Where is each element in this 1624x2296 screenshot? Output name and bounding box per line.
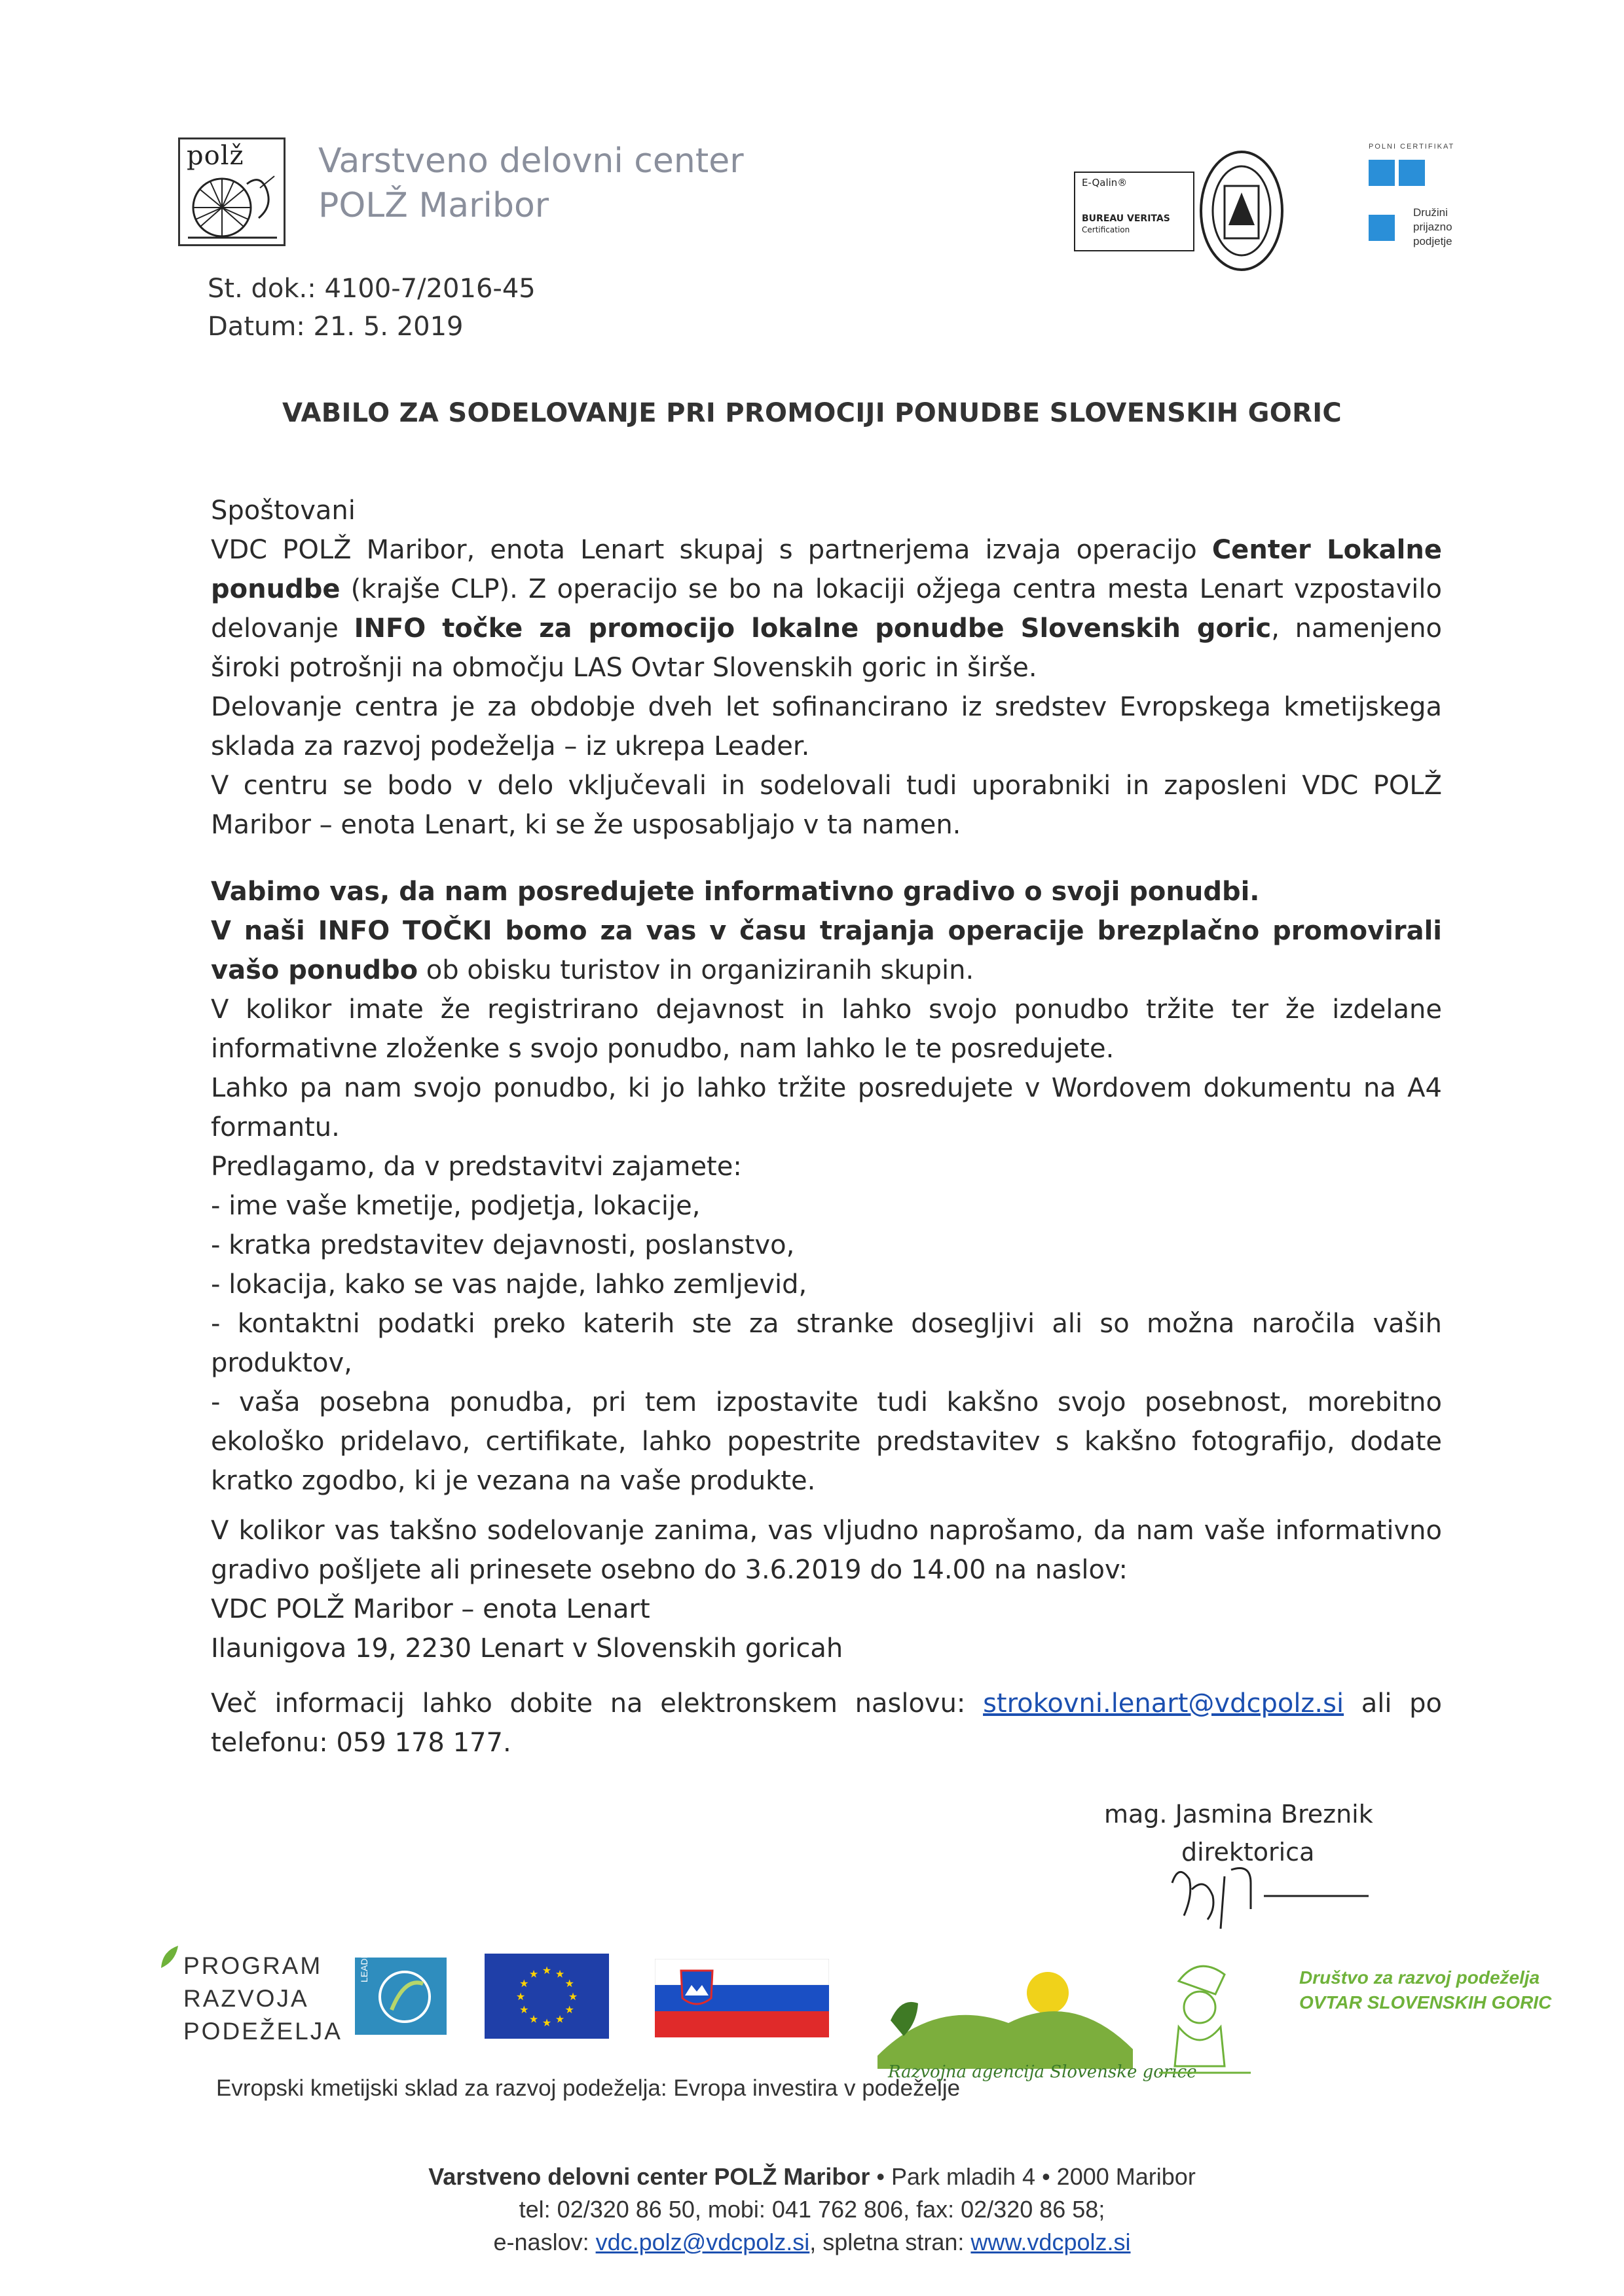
ovtar-logo-text bbox=[1299, 1965, 1551, 2015]
eu-star-icon: ★ bbox=[519, 1978, 529, 1990]
eu-star-icon: ★ bbox=[528, 2014, 539, 2026]
page-title: VABILO ZA SODELOVANJE PRI PROMOCIJI PONUDBE SLOVENSKIH GORIC bbox=[282, 398, 1342, 428]
document-date: Datum: 21. 5. 2019 bbox=[208, 312, 464, 342]
footer-address: • Park mladih 4 • 2000 Maribor bbox=[870, 2163, 1196, 2190]
text-bold: V naši INFO TOČKI bomo za vas v času trajanja operacije brezplačno promovirali vašo ponudbo bbox=[211, 916, 1442, 985]
greeting: Spoštovani bbox=[211, 496, 356, 526]
signatory-name: mag. Jasmina Breznik bbox=[1104, 1800, 1373, 1829]
list-item: - kontaktni podatki preko katerih ste za stranke dosegljivi ali so možna naročila vaših produktov, bbox=[211, 1309, 1442, 1378]
eu-star-icon: ★ bbox=[519, 2005, 529, 2016]
ovtar-line: Društvo za razvoj podeželja bbox=[1299, 1967, 1540, 1988]
cert-figure-icon bbox=[1399, 160, 1425, 186]
org-name-line1: Varstveno delovni center bbox=[318, 141, 744, 181]
page-footer bbox=[0, 2160, 1624, 2259]
eafrd-caption: Evropski kmetijski sklad za razvoj podeželja: Evropa investira v podeželje bbox=[216, 2075, 961, 2101]
text-span: e-naslov: bbox=[493, 2229, 596, 2255]
cert-text-line: podjetje bbox=[1413, 235, 1452, 247]
cert-figure-icon bbox=[1369, 215, 1395, 241]
leader-logo bbox=[355, 1945, 447, 2035]
footer-line2: tel: 02/320 86 50, mobi: 041 762 806, fax: 02/320 86 58; bbox=[519, 2196, 1105, 2223]
paragraph-promotion bbox=[211, 911, 1442, 990]
text-span: (krajše CLP). Z operacijo se bo na lokaciji ožjega centra mesta Lenart vzpostavilo delovanje bbox=[211, 574, 1442, 644]
program-line: RAZVOJA bbox=[183, 1985, 309, 2012]
eqalin-label: E-Qalin® bbox=[1082, 177, 1128, 189]
cert-text bbox=[1413, 206, 1452, 249]
paragraph-registered: V kolikor imate že registrirano dejavnost in lahko svojo ponudbo tržite ter že izdelane informativne zloženke s svojo ponudbo, nam lahko le te posredujete. bbox=[211, 994, 1442, 1064]
footer-email-link[interactable]: vdc.polz@vdcpolz.si bbox=[595, 2229, 810, 2255]
letter-invitation bbox=[211, 872, 1442, 1501]
footer-org: Varstveno delovni center POLŽ Maribor bbox=[428, 2163, 870, 2190]
eu-star-icon: ★ bbox=[568, 1992, 578, 2003]
document-meta bbox=[208, 270, 536, 346]
ovtar-gnome-icon bbox=[1153, 1955, 1251, 2079]
eu-star-icon: ★ bbox=[542, 2018, 552, 2029]
program-razvoja-logo bbox=[183, 1950, 342, 2048]
footer-website-link[interactable]: www.vdcpolz.si bbox=[970, 2229, 1131, 2255]
contact-email-link[interactable]: strokovni.lenart@vdcpolz.si bbox=[983, 1688, 1344, 1719]
paragraph-intro bbox=[211, 530, 1442, 687]
paragraph-deadline: V kolikor vas takšno sodelovanje zanima, vas vljudno naprošamo, da nam vaše informativno gradivo pošljete ali prinesete osebno do 3.6.2019 do 14.00 na naslov: bbox=[211, 1516, 1442, 1585]
bureau-veritas-label: BUREAU VERITAS bbox=[1082, 213, 1170, 224]
snail-icon bbox=[181, 170, 280, 242]
paragraph-users: V centru se bodo v delo vključevali in sodelovali tudi uporabniki in zaposleni VDC POLŽ Maribor – enota Lenart, ki se že usposabljajo v ta namen. bbox=[211, 771, 1442, 840]
paragraph-word-doc: Lahko pa nam svojo ponudbo, ki jo lahko tržite posredujete v Wordovem dokumentu na A4 formantu. bbox=[211, 1073, 1442, 1142]
text-bold: INFO točke za promocijo lokalne ponudbe Slovenskih goric bbox=[354, 613, 1272, 644]
letter-closing bbox=[211, 1511, 1442, 1668]
footer-line3 bbox=[0, 2226, 1624, 2259]
program-line: PODEŽELJA bbox=[183, 2018, 342, 2045]
footer-line1 bbox=[0, 2160, 1624, 2193]
cert-text-line: Družini bbox=[1413, 206, 1448, 219]
razvojna-agencija-logo bbox=[877, 1958, 1133, 2069]
text-span: VDC POLŽ Maribor, enota Lenart skupaj s partnerjema izvaja operacijo bbox=[211, 535, 1212, 565]
list-item: - kratka predstavitev dejavnosti, poslanstvo, bbox=[211, 1230, 795, 1260]
address-line: VDC POLŽ Maribor – enota Lenart bbox=[211, 1594, 650, 1624]
eqalin-certification-box bbox=[1074, 172, 1194, 251]
text-span: , spletna stran: bbox=[809, 2229, 971, 2255]
eu-star-icon: ★ bbox=[528, 1969, 539, 1980]
paragraph-contact bbox=[211, 1684, 1442, 1762]
eu-star-icon: ★ bbox=[564, 2005, 574, 2016]
address-line: Ilaunigova 19, 2230 Lenart v Slovenskih goricah bbox=[211, 1633, 843, 1664]
leader-label: LEADER bbox=[359, 1945, 369, 1982]
program-leaf-icon bbox=[156, 1942, 182, 1975]
cert-text-line: prijazno bbox=[1413, 221, 1452, 233]
eu-star-icon: ★ bbox=[564, 1978, 574, 1990]
letter-contact bbox=[211, 1684, 1442, 1762]
list-item: - lokacija, kako se vas najde, lahko zemljevid, bbox=[211, 1269, 807, 1300]
letter-body bbox=[211, 491, 1442, 845]
polz-logo-word: polž bbox=[187, 141, 244, 171]
ovtar-line: OVTAR SLOVENSKIH GORIC bbox=[1299, 1992, 1552, 2013]
eu-star-icon: ★ bbox=[555, 1969, 565, 1980]
text-span: ali po telefonu: 059 178 177. bbox=[211, 1688, 1443, 1758]
handwritten-signature bbox=[1153, 1857, 1375, 1935]
signatory-role: direktorica bbox=[1181, 1838, 1315, 1867]
eu-star-icon: ★ bbox=[542, 1965, 552, 1977]
slovenian-flag bbox=[655, 1959, 829, 2037]
paragraph-funding: Delovanje centra je za obdobje dveh let sofinancirano iz sredstev Evropskega kmetijskega sklada za razvoj podeželja – iz ukrepa Leader. bbox=[211, 692, 1442, 761]
organization-name bbox=[318, 139, 744, 228]
text-bold: Vabimo vas, da nam posredujete informativno gradivo o svoji ponudbi. bbox=[211, 877, 1260, 907]
paragraph-invite bbox=[211, 872, 1442, 911]
paragraph-suggest: Predlagamo, da v predstavitvi zajamete: bbox=[211, 1152, 742, 1182]
bureau-veritas-seal bbox=[1197, 147, 1286, 275]
org-name-line2: POLŽ Maribor bbox=[318, 186, 549, 225]
cert-figure-icon bbox=[1369, 160, 1395, 186]
eu-star-icon: ★ bbox=[555, 2014, 565, 2026]
program-line: PROGRAM bbox=[183, 1952, 323, 1979]
cert-top-label: POLNI CERTIFIKAT bbox=[1369, 143, 1455, 151]
list-item: - vaša posebna ponudba, pri tem izpostavite tudi kakšno svojo posebnost, morebitno ekološko pridelavo, certifikate, lahko popestrite predstavitev s kakšno fotografijo, dodate kratko zgodbo, ki je vezana na vaše produkte. bbox=[211, 1387, 1442, 1496]
text-span: Več informacij lahko dobite na elektronskem naslovu: bbox=[211, 1688, 984, 1719]
eu-star-icon: ★ bbox=[515, 1992, 526, 2003]
text-span: ob obisku turistov in organiziranih skupin. bbox=[418, 955, 974, 985]
eu-flag bbox=[485, 1954, 609, 2039]
list-item: - ime vaše kmetije, podjetja, lokacije, bbox=[211, 1191, 701, 1221]
document-number: St. dok.: 4100-7/2016-45 bbox=[208, 274, 536, 304]
certification-label: Certification bbox=[1082, 225, 1130, 234]
razvojna-agencija-caption: Razvojna agencija Slovenske gorice bbox=[888, 2062, 1197, 2082]
text-span: , namenjeno široki potrošnji na območju LAS Ovtar Slovenskih goric in širše. bbox=[211, 613, 1443, 683]
family-friendly-certificate bbox=[1369, 143, 1473, 255]
polz-logo bbox=[178, 137, 286, 246]
text-bold: Center Lokalne ponudbe bbox=[211, 535, 1442, 604]
